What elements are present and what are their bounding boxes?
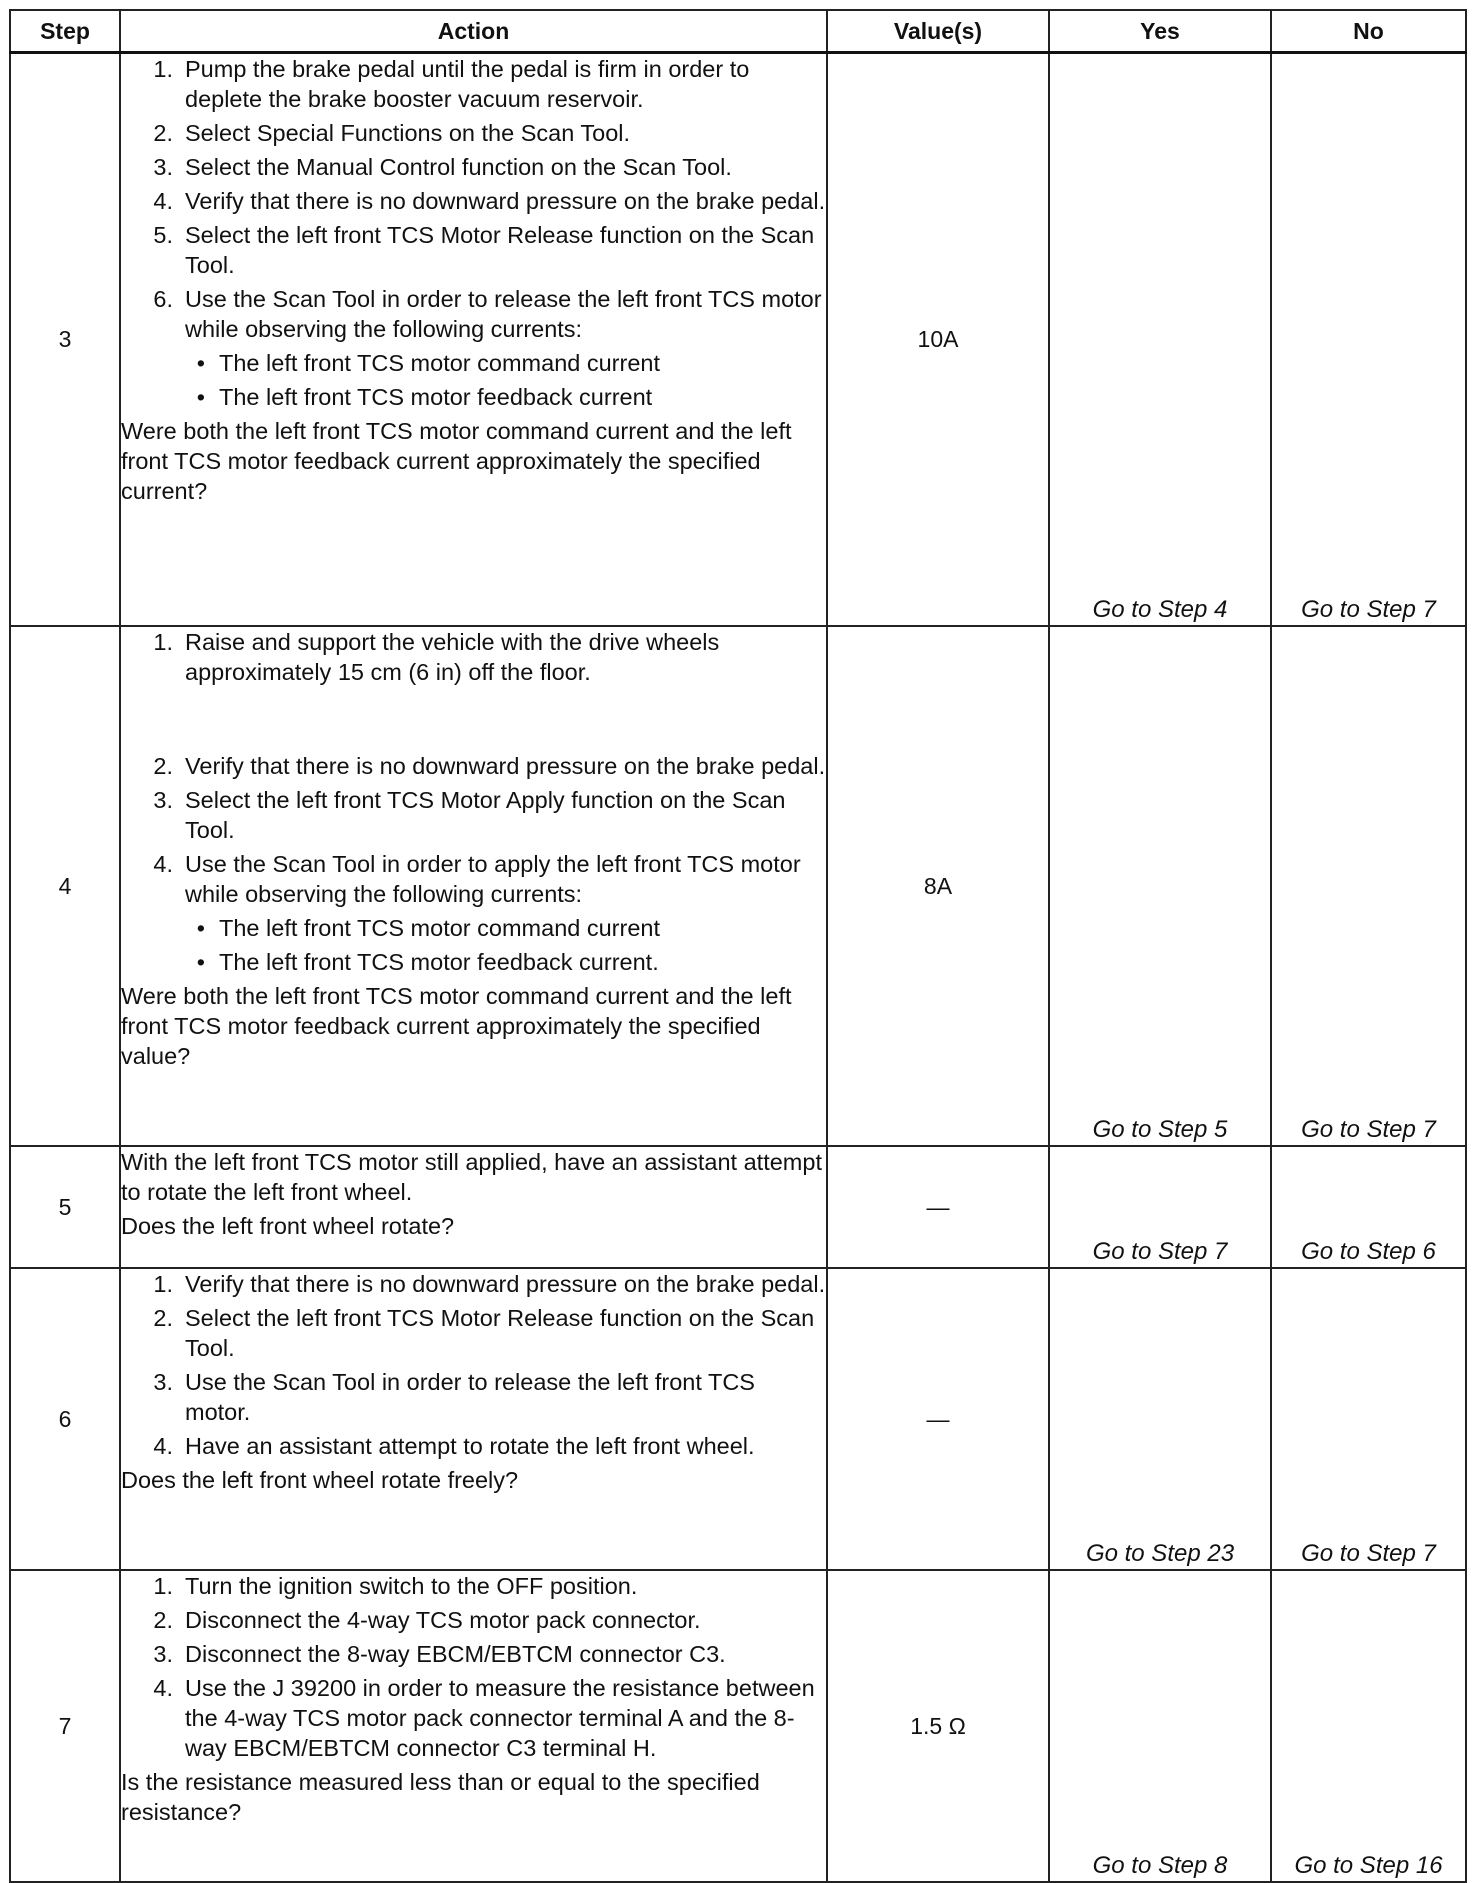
item-number: 4. — [153, 1674, 173, 1701]
no-cell: Go to Step 6 — [1271, 1146, 1466, 1268]
bullet-item — [121, 947, 826, 977]
item-text: Pump the brake pedal until the pedal is firm in order to deplete the brake booster vacuum reservoir. — [185, 56, 750, 112]
item-number: 5. — [153, 222, 173, 248]
step-number: 3 — [10, 53, 120, 626]
item-text: Disconnect the 4-way TCS motor pack connector. — [185, 1606, 701, 1633]
action-cell — [120, 1146, 827, 1268]
bullet-item — [121, 382, 826, 412]
table-row — [10, 1268, 1466, 1570]
list-item — [121, 849, 826, 909]
list-item — [121, 186, 826, 216]
list-item — [121, 1431, 826, 1461]
item-number: 3. — [153, 1368, 173, 1395]
list-item — [121, 152, 826, 182]
item-text: Use the Scan Tool in order to apply the left front TCS motor while observing the following currents: — [185, 850, 801, 907]
yes-cell: Go to Step 8 — [1049, 1570, 1271, 1882]
list-item — [121, 1269, 826, 1299]
bullet-icon: • — [196, 350, 205, 376]
bullet-icon: • — [196, 384, 205, 410]
list-item — [121, 118, 826, 148]
item-text: Have an assistant attempt to rotate the left front wheel. — [185, 1432, 755, 1459]
header-no: No — [1271, 10, 1466, 53]
item-number: 3. — [153, 786, 173, 813]
table-row — [10, 1570, 1466, 1882]
header-action: Action — [120, 10, 827, 53]
value-cell: — — [827, 1268, 1049, 1570]
diagnostic-table — [9, 9, 1467, 1883]
item-text: Select Special Functions on the Scan Tool. — [185, 120, 631, 146]
item-number: 2. — [153, 752, 173, 779]
no-cell: Go to Step 7 — [1271, 1268, 1466, 1570]
item-text: Verify that there is no downward pressure on the brake pedal. — [185, 1270, 826, 1297]
yes-cell: Go to Step 4 — [1049, 53, 1271, 626]
item-number: 2. — [153, 120, 173, 146]
action-cell — [120, 626, 827, 1146]
item-text: Verify that there is no downward pressure on the brake pedal. — [185, 752, 826, 779]
bullet-item — [121, 348, 826, 378]
header-values: Value(s) — [827, 10, 1049, 53]
no-cell: Go to Step 7 — [1271, 626, 1466, 1146]
item-text: Raise and support the vehicle with the drive wheels approximately 15 cm (6 in) off the floor. — [185, 628, 720, 685]
item-text: Use the J 39200 in order to measure the resistance between the 4-way TCS motor pack connector terminal A and the 8-way EBCM/EBTCM connector C3 terminal H. — [185, 1674, 815, 1761]
value-cell: — — [827, 1146, 1049, 1268]
step-number: 7 — [10, 1570, 120, 1882]
item-text: Disconnect the 8-way EBCM/EBTCM connector C3. — [185, 1640, 726, 1667]
item-number: 1. — [153, 1270, 173, 1297]
bullet-icon: • — [196, 948, 205, 975]
table-row — [10, 626, 1466, 1146]
item-number: 2. — [153, 1606, 173, 1633]
list-item — [121, 284, 826, 344]
list-item — [121, 1367, 826, 1427]
action-cell — [120, 53, 827, 626]
step-number: 4 — [10, 626, 120, 1146]
item-number: 4. — [153, 188, 173, 214]
question-text: Were both the left front TCS motor command current and the left front TCS motor feedback current approximately the specified current? — [121, 418, 792, 504]
bullet-text: The left front TCS motor command current — [219, 914, 661, 941]
item-number: 3. — [153, 1640, 173, 1667]
list-item — [121, 220, 826, 280]
item-number: 3. — [153, 154, 173, 180]
table-row — [10, 53, 1466, 626]
yes-cell: Go to Step 5 — [1049, 626, 1271, 1146]
bullet-text: The left front TCS motor feedback current — [219, 384, 653, 410]
no-cell: Go to Step 16 — [1271, 1570, 1466, 1882]
header-step: Step — [10, 10, 120, 53]
step-number: 5 — [10, 1146, 120, 1268]
list-item — [121, 54, 826, 114]
action-cell — [120, 1268, 827, 1570]
question-text: Does the left front wheel rotate freely? — [121, 1466, 519, 1493]
header-yes: Yes — [1049, 10, 1271, 53]
action-cell — [120, 1570, 827, 1882]
item-text: Use the Scan Tool in order to release the left front TCS motor. — [185, 1368, 755, 1425]
item-number: 6. — [153, 286, 173, 312]
value-cell: 8A — [827, 626, 1049, 1146]
item-text: Turn the ignition switch to the OFF position. — [185, 1572, 638, 1599]
list-item — [121, 751, 826, 781]
intro-text: With the left front TCS motor still applied, have an assistant attempt to rotate the left front wheel. — [121, 1148, 822, 1205]
header-row — [10, 10, 1466, 53]
item-number: 1. — [153, 56, 173, 82]
question-text: Is the resistance measured less than or equal to the specified resistance? — [121, 1768, 760, 1825]
item-number: 4. — [153, 1432, 173, 1459]
step-number: 6 — [10, 1268, 120, 1570]
item-text: Use the Scan Tool in order to release the left front TCS motor while observing the following currents: — [185, 286, 822, 342]
list-item — [121, 627, 826, 687]
value-cell: 1.5 Ω — [827, 1570, 1049, 1882]
bullet-item — [121, 913, 826, 943]
bullet-text: The left front TCS motor feedback current. — [219, 948, 659, 975]
item-number: 1. — [153, 1572, 173, 1599]
list-item — [121, 1571, 826, 1601]
question-text: Were both the left front TCS motor command current and the left front TCS motor feedback current approximately the specified value? — [121, 982, 792, 1069]
value-cell: 10A — [827, 53, 1049, 626]
bullet-text: The left front TCS motor command current — [219, 350, 661, 376]
item-number: 2. — [153, 1304, 173, 1331]
no-cell: Go to Step 7 — [1271, 53, 1466, 626]
item-text: Select the left front TCS Motor Release function on the Scan Tool. — [185, 1304, 815, 1361]
list-item — [121, 785, 826, 845]
bullet-icon: • — [196, 914, 205, 941]
table-row — [10, 1146, 1466, 1268]
list-item — [121, 1673, 826, 1763]
item-text: Select the Manual Control function on the Scan Tool. — [185, 154, 732, 180]
item-text: Verify that there is no downward pressure on the brake pedal. — [185, 188, 826, 214]
item-number: 4. — [153, 850, 173, 877]
question-text: Does the left front wheel rotate? — [121, 1212, 455, 1239]
list-item — [121, 1303, 826, 1363]
yes-cell: Go to Step 23 — [1049, 1268, 1271, 1570]
yes-cell: Go to Step 7 — [1049, 1146, 1271, 1268]
spacer — [121, 691, 826, 751]
item-number: 1. — [153, 628, 173, 655]
list-item — [121, 1639, 826, 1669]
item-text: Select the left front TCS Motor Apply function on the Scan Tool. — [185, 786, 786, 843]
item-text: Select the left front TCS Motor Release function on the Scan Tool. — [185, 222, 815, 278]
list-item — [121, 1605, 826, 1635]
